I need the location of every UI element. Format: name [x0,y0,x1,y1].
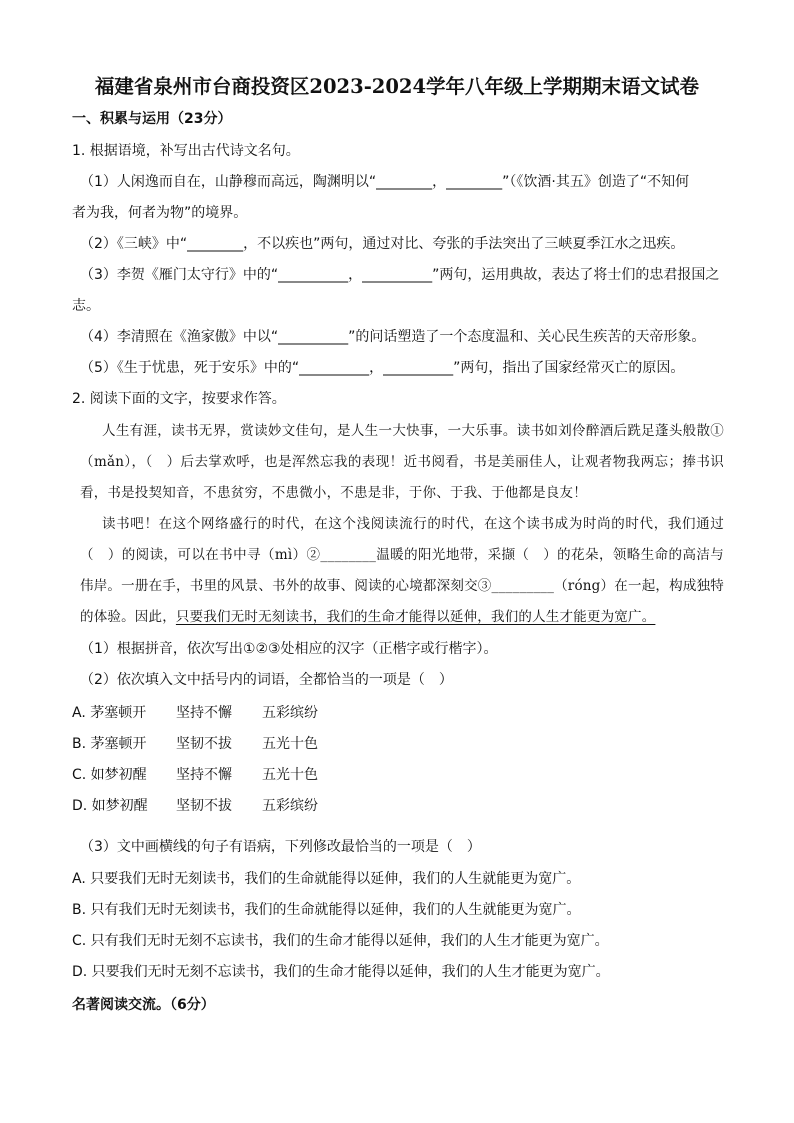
question-2-sub-1: （1）根据拼音，依次写出①②③处相应的汉字（正楷字或行楷字）。 [80,641,498,657]
option-b-word-2: 坚韧不拔 [176,736,232,752]
question-1-item-3: （3）李贺《雁门太守行》中的“__________，__________”两句，运用典故，表达了将士们的忠君报国之 [80,267,720,283]
option-d-word-3: 五彩缤纷 [262,798,318,814]
option-row [72,735,318,754]
option-a-word-3: 五彩缤纷 [262,705,318,721]
passage-line: 看，书是投契知音，不患贫穷，不患微小，不患是非，于你、于我、于他都是良友！ [80,485,587,501]
option-row [72,766,318,785]
question-1-item-5: （5）《生于忧患，死于安乐》中的“__________，__________”两句，指出了国家经常灭亡的原因。 [80,360,685,376]
option-line: A. 只要我们无时无刻读书，我们的生命就能得以延伸，我们的人生就能更为宽广。 [72,871,581,887]
passage-line: 伟岸。一册在手，书里的风景、书外的故事、阅读的心境都深刻交③_________（róng）在一起，构成独特 [80,578,724,594]
passage-line: （mǎn），（ ）后去掌欢呼，也是浑然忘我的表现！近书阅看，书是美丽佳人，让观者物我两忘；捧书识 [80,454,724,470]
question-1-item-4: （4）李清照在《渔家傲》中以“__________”的问话塑造了一个态度温和、关心民生疾苦的天帝形象。 [80,329,706,345]
option-line: C. 只有我们无时无刻不忘读书，我们的生命才能得以延伸，我们的人生才能更为宽广。 [72,933,609,949]
question-1-item-1: （1）人闲逸而自在，山静穆而高远，陶渊明以“________，________”（《饮酒·其五》创造了“不知何 [80,174,690,190]
section-heading-2: 名著阅读交流。（6分） [72,997,215,1013]
option-b-word-3: 五光十色 [262,736,318,752]
exam-title: 福建省泉州市台商投资区2023-2024学年八年级上学期期末语文试卷 [94,75,700,98]
question-1-item-1-cont: 者为我，何者为物”的境界。 [72,205,248,221]
question-2-stem: 2. 阅读下面的文字，按要求作答。 [72,391,286,407]
passage-line: 读书吧！在这个网络盛行的时代，在这个浅阅读流行的时代，在这个读书成为时尚的时代，我们通过 [102,516,724,532]
option-c-word-3: 五光十色 [262,767,318,783]
option-row [72,704,318,723]
option-a-word-2: 坚持不懈 [176,705,232,721]
option-a-word-1: A. 茅塞顿开 [72,705,147,721]
option-line: D. 只要我们无时无刻不忘读书，我们的生命才能得以延伸，我们的人生才能更为宽广。 [72,964,610,980]
passage-line-start: 的体验。因此， [80,609,176,625]
option-row [72,797,318,816]
option-d-word-1: D. 如梦初醒 [72,798,148,814]
option-d-word-2: 坚韧不拔 [176,798,232,814]
question-2-sub-2: （2）依次填入文中括号内的词语，全都恰当的一项是（ ） [80,672,453,688]
question-1-item-3-cont: 志。 [72,298,100,314]
question-2-sub-3: （3）文中画横线的句子有语病，下列修改最恰当的一项是（ ） [80,839,481,855]
section-heading-1: 一、积累与运用（23分） [72,111,232,127]
option-c-word-1: C. 如梦初醒 [72,767,147,783]
passage-line: 人生有涯，读书无界，赏读妙文佳句，是人生一大快事，一大乐事。读书如刘伶醉酒后跣足蓬头般散① [102,423,724,439]
option-b-word-1: B. 茅塞顿开 [72,736,147,752]
question-1-stem: 1. 根据语境，补写出古代诗文名句。 [72,143,300,159]
passage-line: （ ）的阅读，可以在书中寻（mì）②________温暖的阳光地带，采撷（ ）的花朵，领略生命的高洁与 [80,547,724,563]
passage-line [80,608,655,627]
option-c-word-2: 坚持不懈 [176,767,232,783]
option-line: B. 只有我们无时无刻读书，我们的生命就能得以延伸，我们的人生就能更为宽广。 [72,902,581,918]
question-1-item-2: （2）《三峡》中“________，不以疾也”两句，通过对比、夸张的手法突出了三峡夏季江水之迅疾。 [80,236,685,252]
underlined-sentence: 只要我们无时无刻读书，我们的生命才能得以延伸，我们的人生才能更为宽广。 [175,609,656,625]
